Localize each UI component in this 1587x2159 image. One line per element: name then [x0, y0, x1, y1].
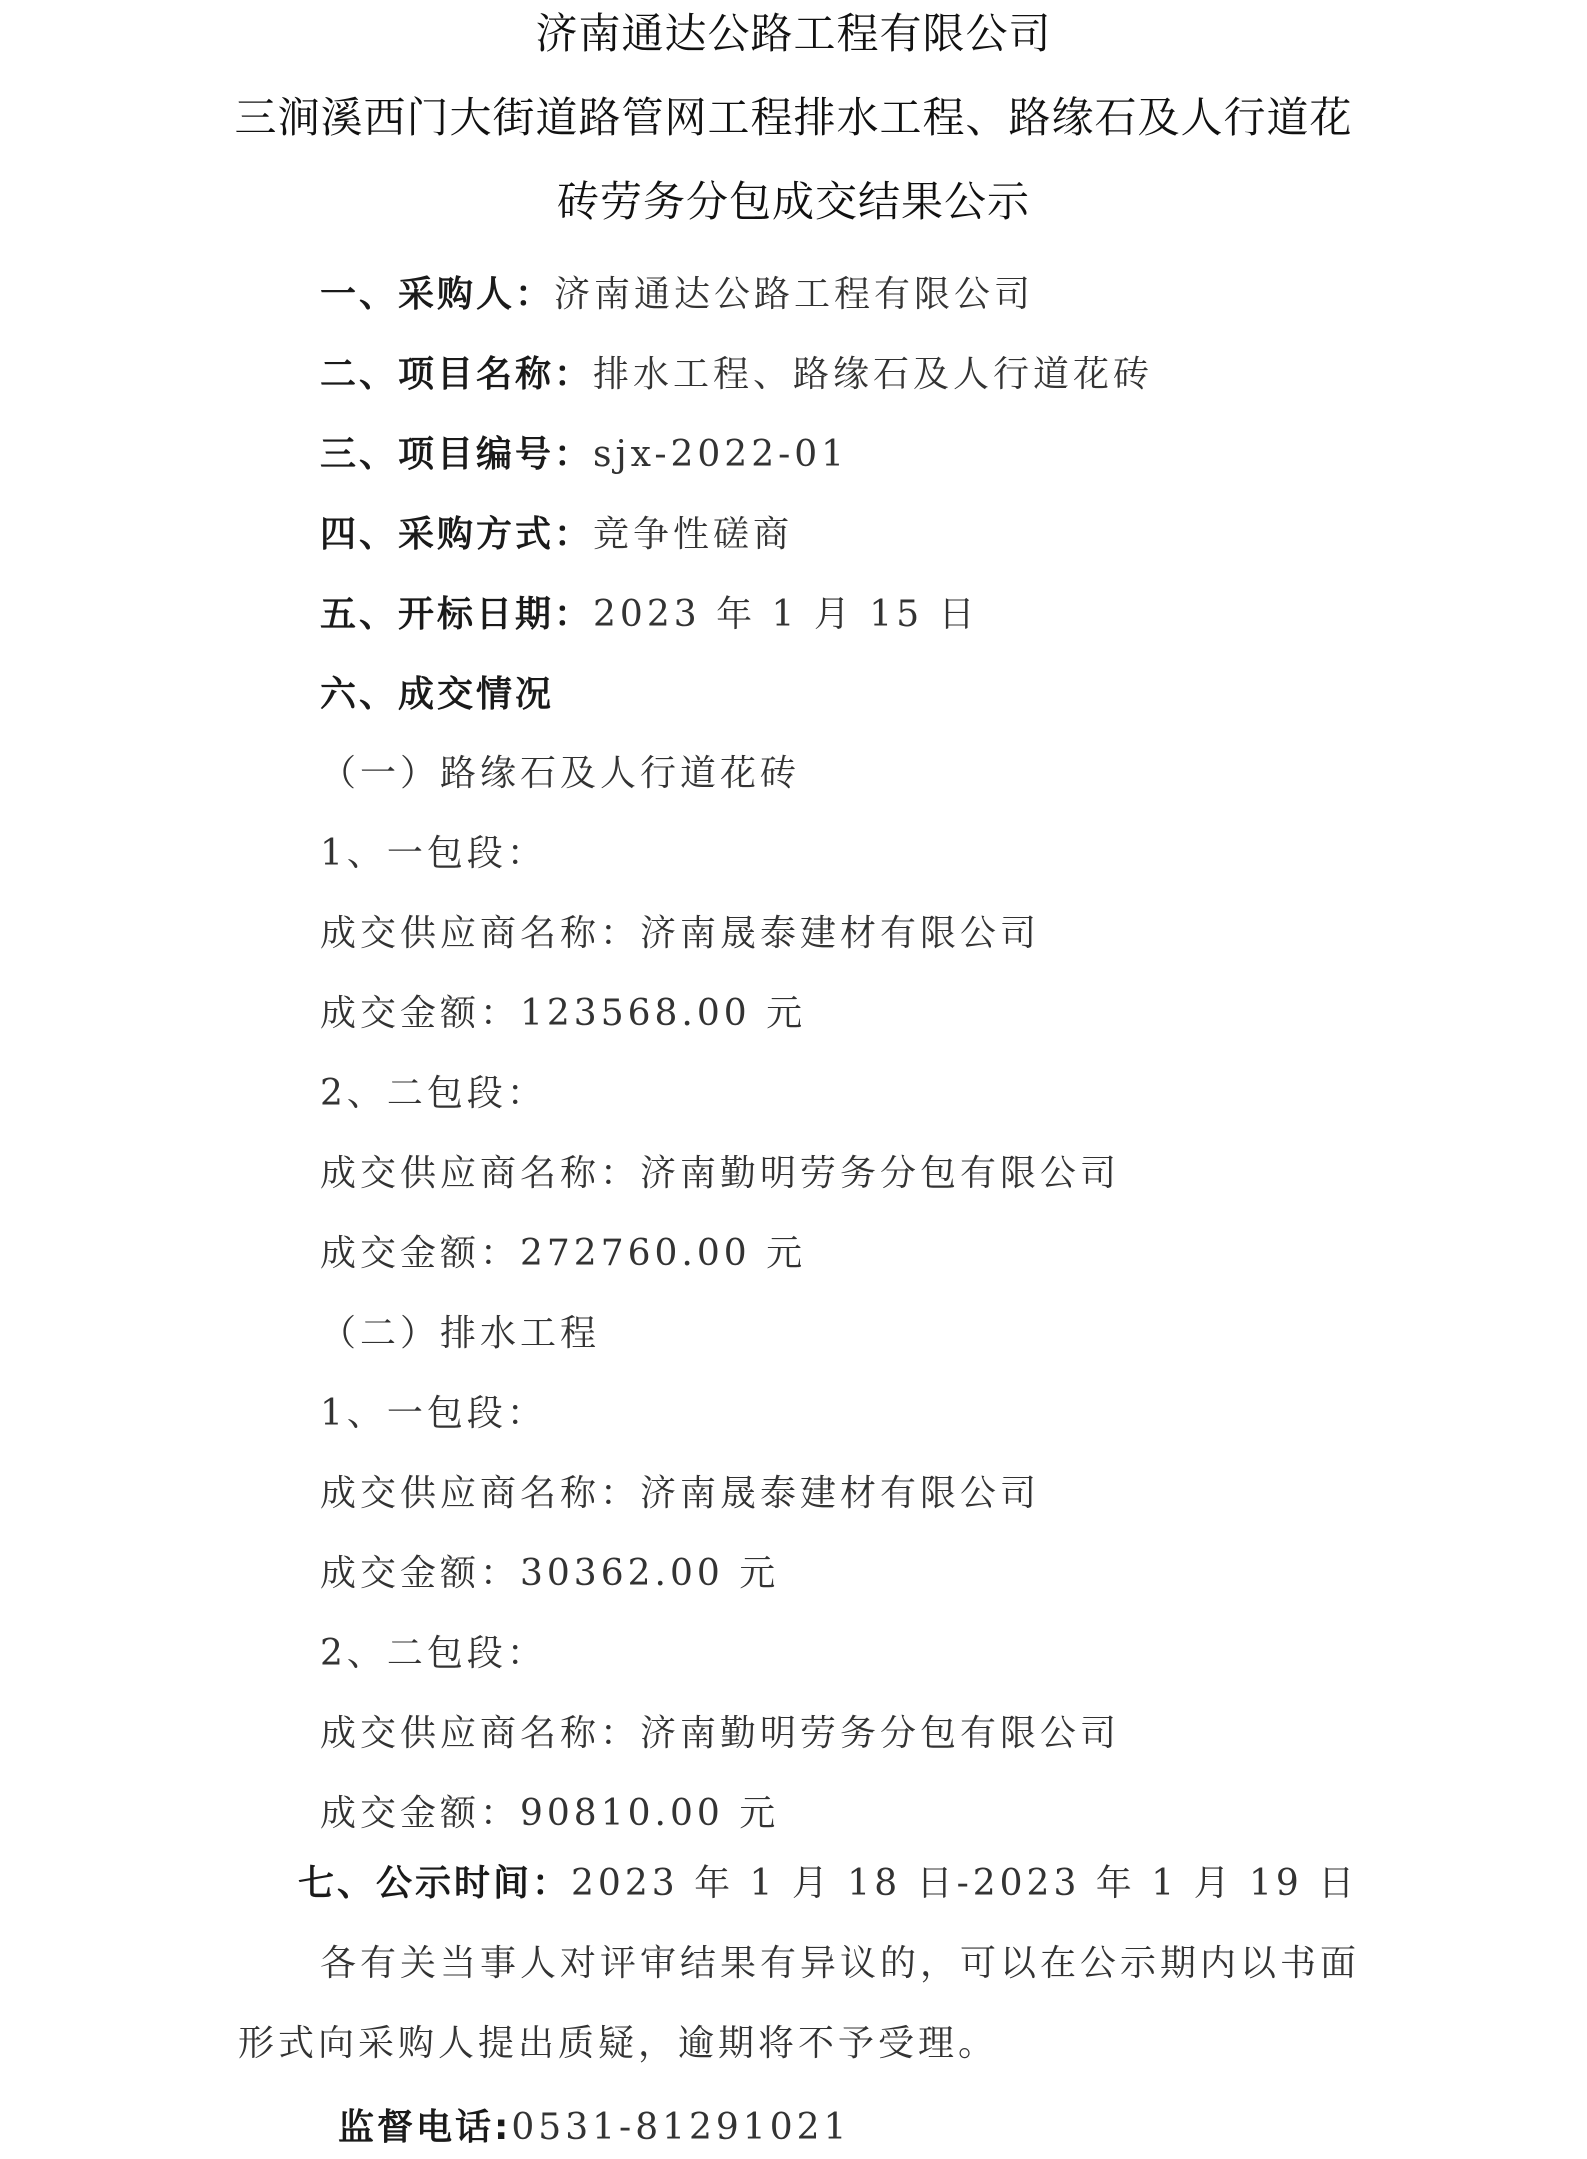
section-2-lot-1-label: 1、一包段：: [320, 1393, 547, 1434]
section-2-lot-2-label: 2、二包段：: [320, 1633, 547, 1674]
project-number-label: 三、项目编号：: [320, 434, 594, 475]
opening-date-row: [320, 593, 979, 637]
supervision-phone-row: [338, 2106, 850, 2150]
section-2-lot-2-supplier: 成交供应商名称：济南勤明劳务分包有限公司: [320, 1713, 1121, 1754]
procurement-method-row: [320, 513, 793, 557]
buyer-label: 一、采购人：: [320, 274, 555, 315]
supervision-phone-label: 监督电话:: [338, 2107, 512, 2148]
supervision-phone-value: 0531-81291021: [511, 2107, 851, 2148]
buyer-value: 济南通达公路工程有限公司: [554, 274, 1035, 315]
notice-period-value: 2023 年 1 月 18 日-2023 年 1 月 19 日: [571, 1863, 1359, 1904]
section-2-lot-2-amount: 成交金额：90810.00 元: [320, 1793, 780, 1834]
project-number-value: sjx-2022-01: [593, 434, 849, 475]
project-number-row: [320, 433, 848, 477]
result-heading-row: [320, 673, 554, 717]
opening-date-value: 2023 年 1 月 15 日: [593, 594, 979, 635]
section-1-lot-1-supplier: 成交供应商名称：济南晟泰建材有限公司: [320, 913, 1041, 954]
project-name-value: 排水工程、路缘石及人行道花砖: [593, 354, 1154, 395]
notice-period-label: 七、公示时间：: [298, 1863, 572, 1904]
project-name-label: 二、项目名称：: [320, 354, 594, 395]
objection-text-line-2: 形式向采购人提出质疑，逾期将不予受理。: [238, 2023, 999, 2064]
section-1-lot-1-amount: 成交金额：123568.00 元: [320, 993, 807, 1034]
objection-text-line-1: 各有关当事人对评审结果有异议的，可以在公示期内以书面: [320, 1943, 1361, 1984]
procurement-method-label: 四、采购方式：: [320, 514, 594, 555]
section-1-lot-2-supplier: 成交供应商名称：济南勤明劳务分包有限公司: [320, 1153, 1121, 1194]
document-title-line-2: 三涧溪西门大街道路管网工程排水工程、路缘石及人行道花: [234, 93, 1353, 142]
section-2-heading: （二）排水工程: [320, 1313, 601, 1354]
buyer-row: [320, 273, 1034, 317]
section-1-lot-2-label: 2、二包段：: [320, 1073, 547, 1114]
section-2-lot-1-amount: 成交金额：30362.00 元: [320, 1553, 780, 1594]
procurement-method-value: 竞争性磋商: [593, 514, 794, 555]
result-heading: 六、成交情况: [320, 674, 555, 715]
section-2-lot-1-supplier: 成交供应商名称：济南晟泰建材有限公司: [320, 1473, 1041, 1514]
document-title-line-3: 砖劳务分包成交结果公示: [556, 177, 1030, 226]
section-1-heading: （一）路缘石及人行道花砖: [320, 753, 801, 794]
opening-date-label: 五、开标日期：: [320, 594, 594, 635]
document-title-line-1: 济南通达公路工程有限公司: [535, 9, 1052, 58]
section-1-lot-1-label: 1、一包段：: [320, 833, 547, 874]
section-1-lot-2-amount: 成交金额：272760.00 元: [320, 1233, 807, 1274]
notice-period-row: [298, 1862, 1358, 1906]
project-name-row: [320, 353, 1153, 397]
